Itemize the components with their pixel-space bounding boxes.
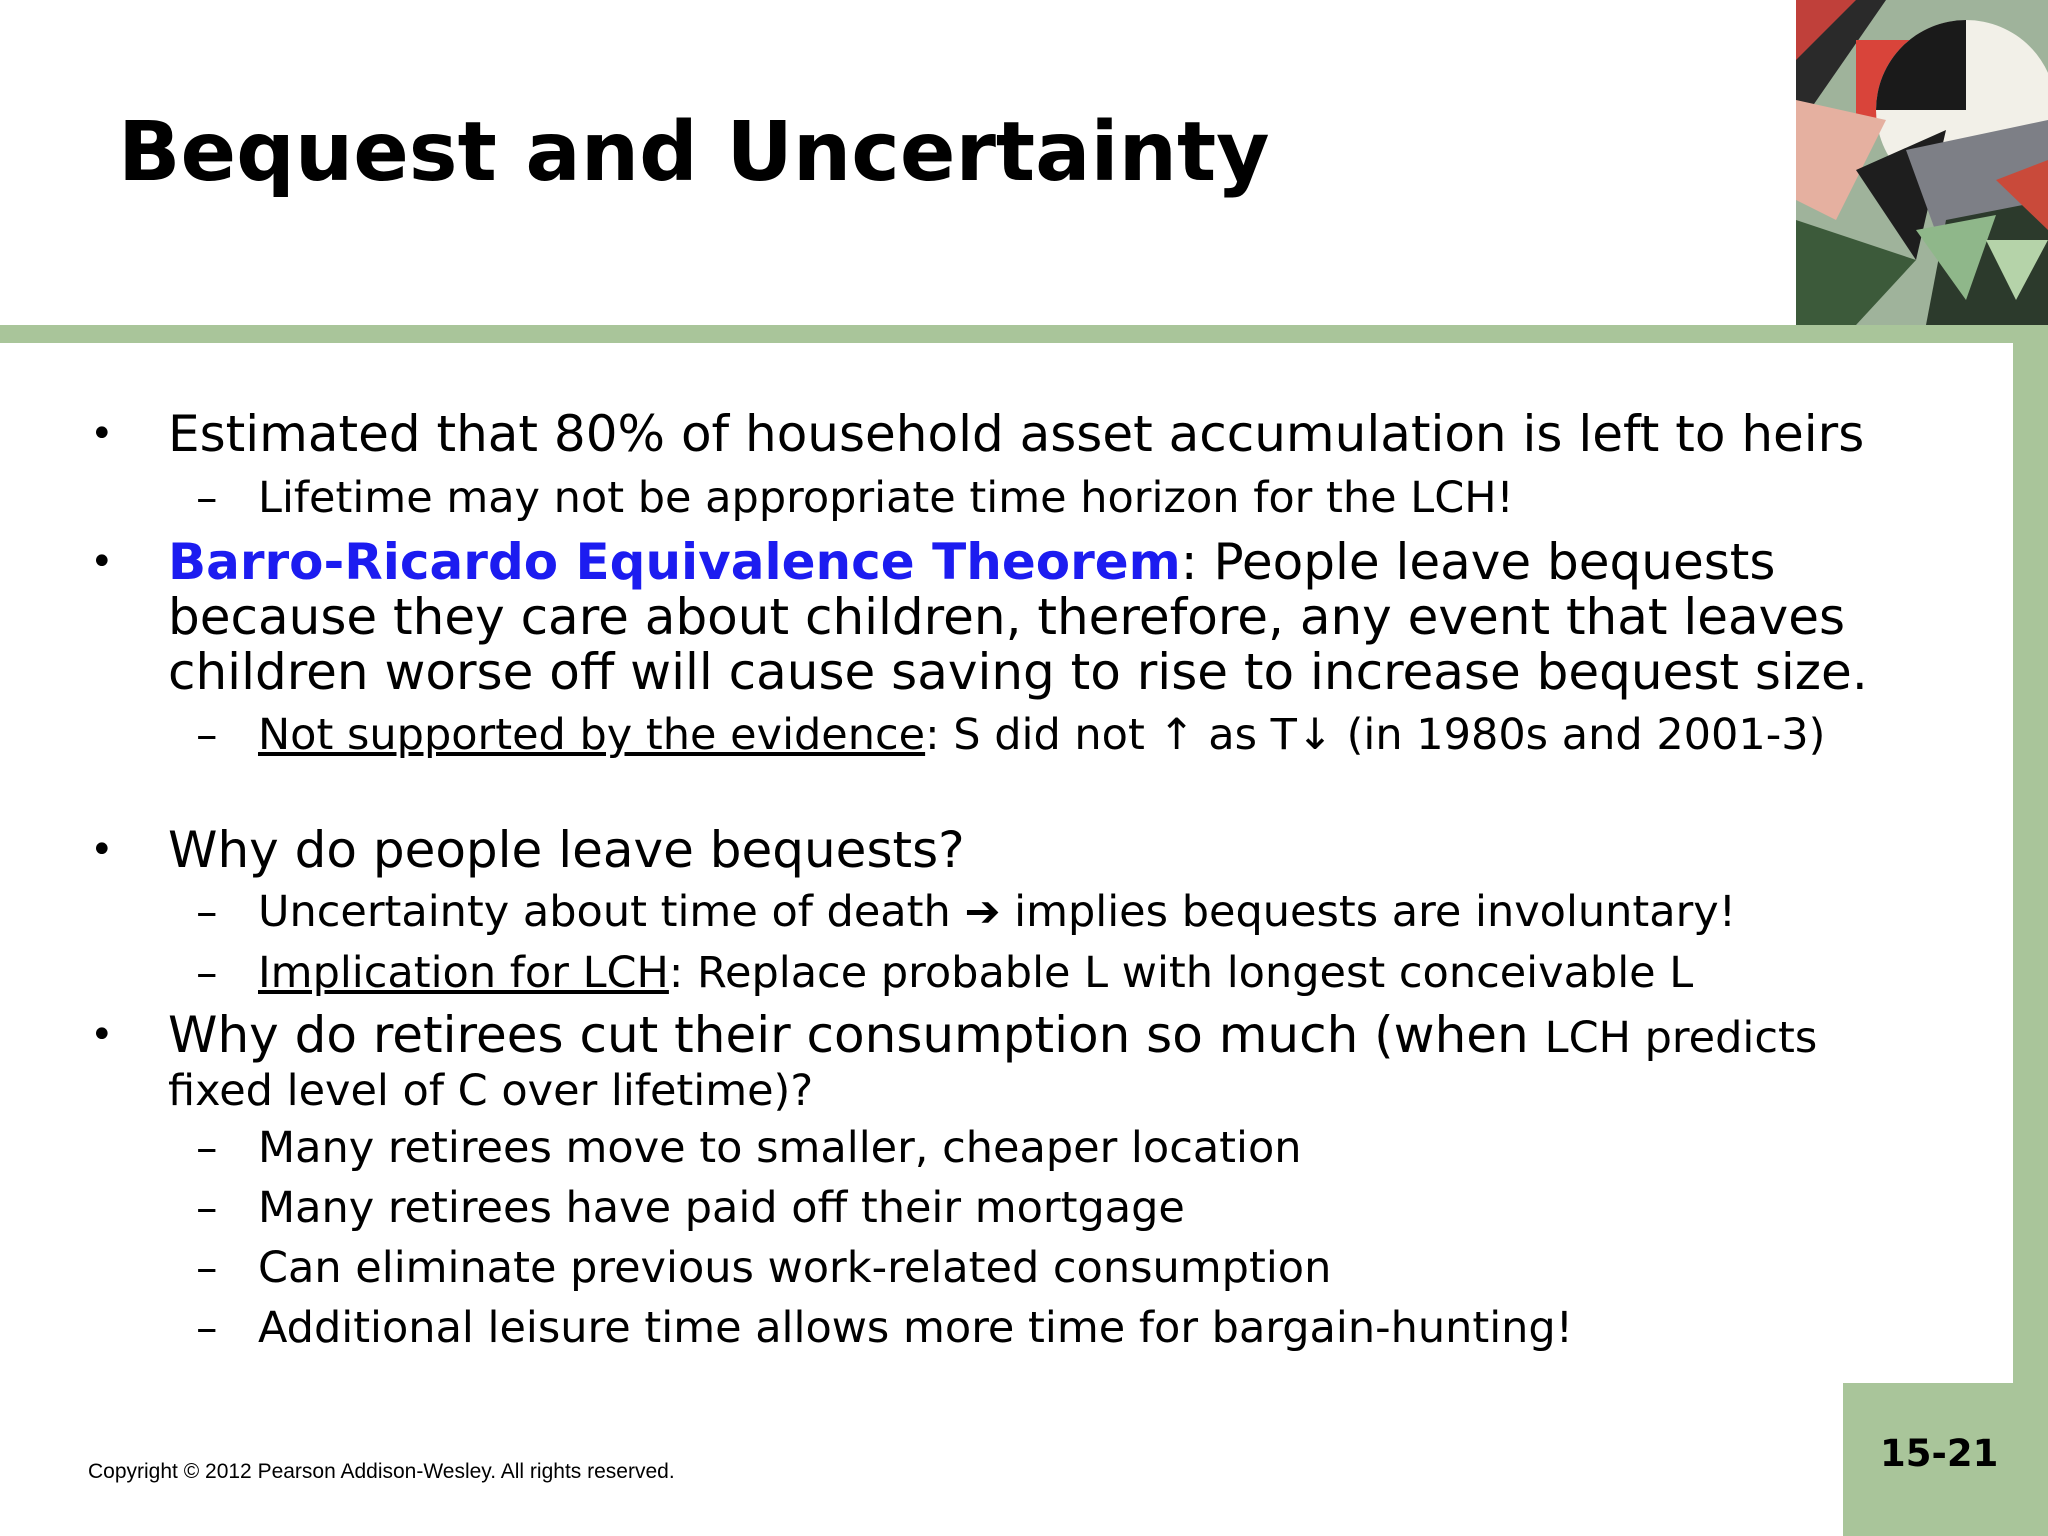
bullet-text: Estimated that 80% of household asset accumulation is left to heirs xyxy=(168,405,1865,463)
slide-title: Bequest and Uncertainty xyxy=(118,105,1270,200)
dash-marker: – xyxy=(196,1123,218,1173)
page-number: 15-21 xyxy=(1880,1432,1999,1475)
dash-marker: – xyxy=(196,948,218,998)
sub-bullet-text: implies bequests are involuntary! xyxy=(1000,887,1736,937)
bullet-text: Why do people leave bequests? xyxy=(168,821,965,879)
bullet-item xyxy=(90,1006,1928,1116)
sub-bullet-item xyxy=(196,948,1938,998)
dash-marker: – xyxy=(196,1183,218,1233)
sub-bullet-text: : S did not ↑ as T↓ (in 1980s and 2001-3) xyxy=(925,710,1826,760)
bullet-item xyxy=(90,821,1928,879)
dash-marker: – xyxy=(196,710,218,760)
sub-bullet-item xyxy=(196,887,1938,937)
header-divider-band xyxy=(0,325,2048,343)
bullet-marker: • xyxy=(90,1012,114,1058)
theorem-term: Barro-Ricardo Equivalence Theorem xyxy=(168,533,1181,591)
dash-marker: – xyxy=(196,887,218,937)
sub-bullet-item xyxy=(196,1183,1938,1233)
bullet-item xyxy=(90,405,1928,463)
bullet-marker: • xyxy=(90,539,114,585)
sub-bullet-text: Additional leisure time allows more time for bargain-hunting! xyxy=(258,1303,1573,1353)
bullet-item xyxy=(90,533,1928,701)
dash-marker: – xyxy=(196,1243,218,1293)
right-edge-band xyxy=(2013,325,2048,1536)
decorative-art-image xyxy=(1796,0,2048,325)
sub-bullet-text: Can eliminate previous work-related consumption xyxy=(258,1243,1332,1293)
bullet-text: Why do retirees cut their consumption so much (when xyxy=(168,1006,1545,1064)
copyright-notice: Copyright © 2012 Pearson Addison-Wesley. All rights reserved. xyxy=(88,1460,675,1483)
sub-bullet-item xyxy=(196,1303,1938,1353)
sub-bullet-text: Lifetime may not be appropriate time horizon for the LCH! xyxy=(258,473,1514,523)
sub-bullet-item xyxy=(196,1123,1938,1173)
bullet-marker: • xyxy=(90,827,114,873)
sub-bullet-item xyxy=(196,710,1938,760)
sub-bullet-label: Implication for LCH xyxy=(258,948,669,998)
arrow-icon: ➔ xyxy=(964,887,1001,937)
bullet-text-small: LCH predicts fixed level of C over lifetime)? xyxy=(168,1013,1818,1116)
sub-bullet-text: Many retirees move to smaller, cheaper location xyxy=(258,1123,1302,1173)
bullet-marker: • xyxy=(90,411,114,457)
dash-marker: – xyxy=(196,1303,218,1353)
dash-marker: – xyxy=(196,473,218,523)
sub-bullet-item xyxy=(196,473,1938,523)
sub-bullet-label: Not supported by the evidence xyxy=(258,710,926,760)
sub-bullet-text: Many retirees have paid off their mortgage xyxy=(258,1183,1185,1233)
sub-bullet-item xyxy=(196,1243,1938,1293)
bullet-text: : People leave bequests because they care about children, therefore, any event that leaves children worse off will cause saving to rise to increase bequest size. xyxy=(168,533,1868,701)
sub-bullet-text: Uncertainty about time of death xyxy=(258,887,951,937)
sub-bullet-text: : Replace probable L with longest conceivable L xyxy=(668,948,1694,998)
